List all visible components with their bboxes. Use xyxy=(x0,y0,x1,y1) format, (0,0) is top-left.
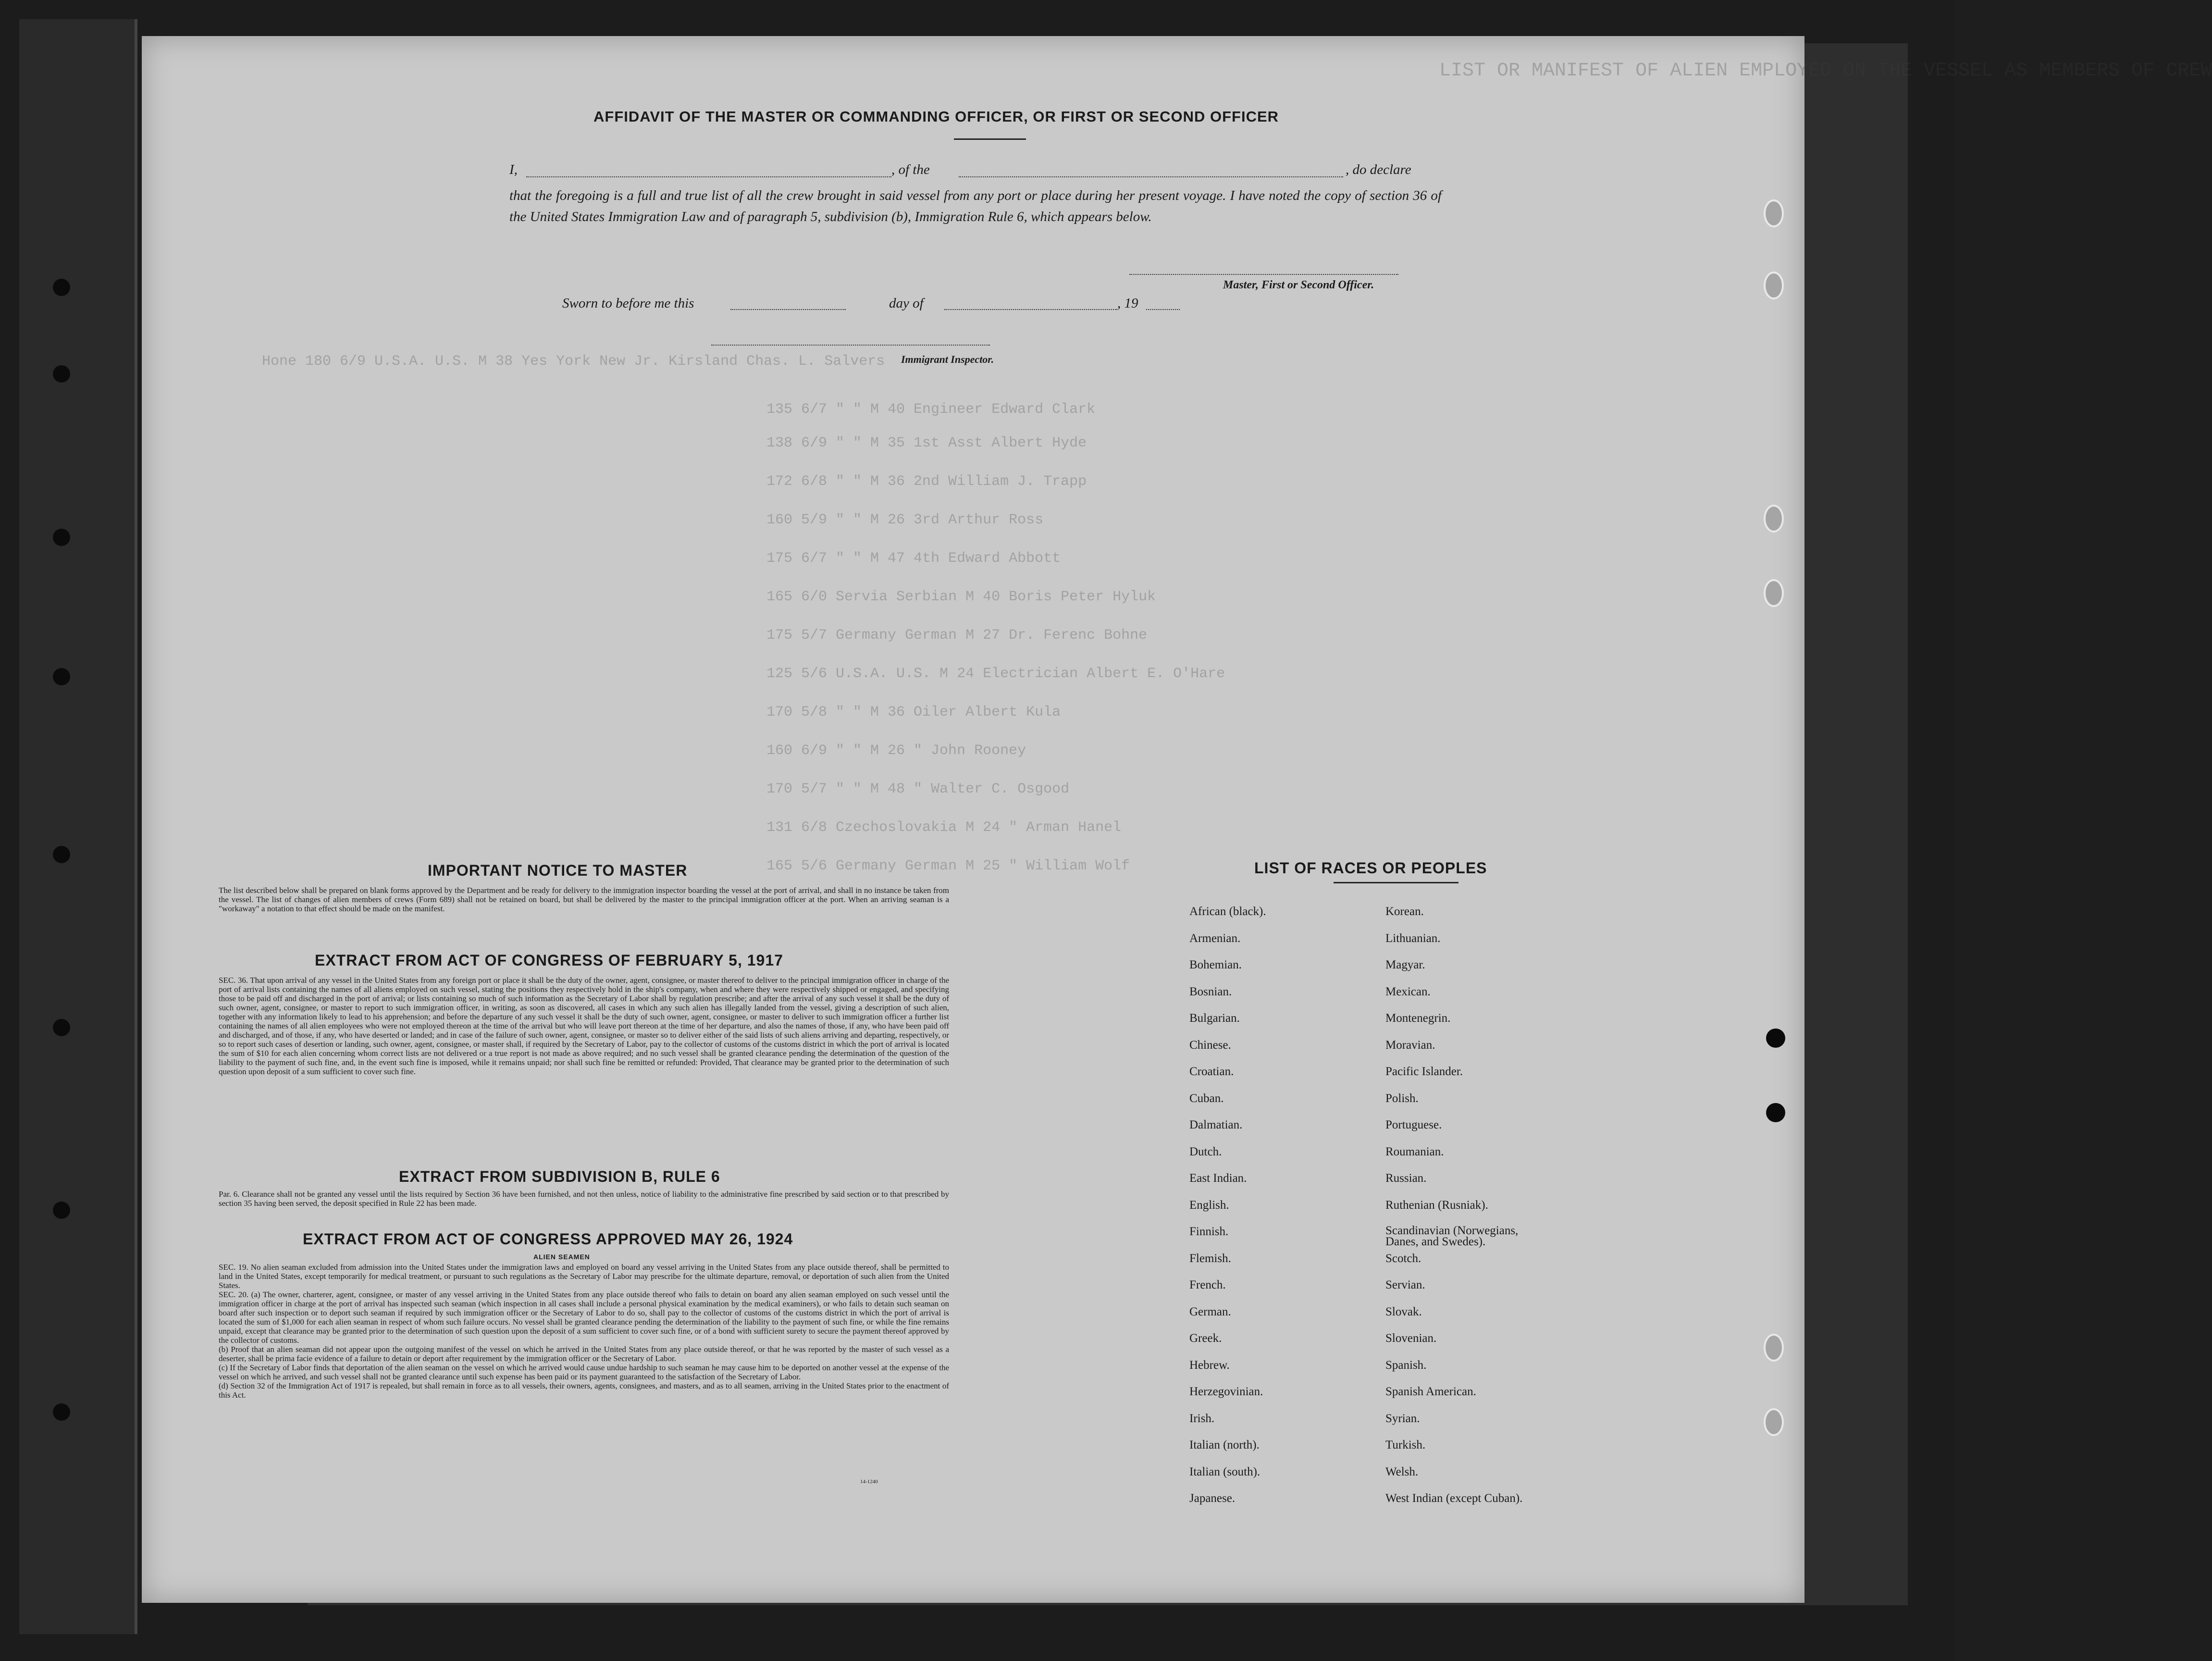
race-item: African (black). xyxy=(1189,905,1266,918)
race-item: Finnish. xyxy=(1189,1225,1229,1238)
race-item: Slovenian. xyxy=(1385,1332,1437,1345)
race-item: English. xyxy=(1189,1198,1229,1212)
master-caption: Master, First or Second Officer. xyxy=(1223,279,1374,291)
race-item: Ruthenian (Rusniak). xyxy=(1385,1198,1488,1212)
race-item: Spanish American. xyxy=(1385,1385,1476,1398)
race-item: Italian (south). xyxy=(1189,1465,1260,1478)
extract-1917-title: EXTRACT FROM ACT OF CONGRESS OF FEBRUARY 5, 1917 xyxy=(315,952,783,969)
binder-ring xyxy=(1764,1408,1784,1436)
punch-hole xyxy=(53,1202,70,1219)
punch-hole xyxy=(53,846,70,863)
month-line xyxy=(944,309,1117,310)
bleed-through-row: 138 6/9 " " M 35 1st Asst Albert Hyde xyxy=(766,435,1087,451)
year-line xyxy=(1146,309,1180,310)
notice-title: IMPORTANT NOTICE TO MASTER xyxy=(428,862,688,879)
race-item: West Indian (except Cuban). xyxy=(1385,1492,1523,1505)
binder-ring xyxy=(1764,1334,1784,1362)
bleed-through-row: 175 5/7 Germany German M 27 Dr. Ferenc Bohne xyxy=(766,627,1148,644)
race-item: Irish. xyxy=(1189,1412,1215,1425)
race-item: Japanese. xyxy=(1189,1492,1236,1505)
bleed-through-row: 125 5/6 U.S.A. U.S. M 24 Electrician Albert E. O'Hare xyxy=(766,666,1225,682)
do-declare-label: , do declare xyxy=(1346,162,1411,177)
punch-hole xyxy=(53,1019,70,1036)
race-item: Turkish. xyxy=(1385,1438,1426,1451)
race-item: Bulgarian. xyxy=(1189,1012,1240,1025)
bleed-through-row: Hone 180 6/9 U.S.A. U.S. M 38 Yes York New Jr. Kirsland Chas. L. Salvers xyxy=(262,353,885,370)
year-label: , 19 xyxy=(1117,296,1138,311)
race-item: Montenegrin. xyxy=(1385,1012,1451,1025)
extract-1924-title: EXTRACT FROM ACT OF CONGRESS APPROVED MAY 26, 1924 xyxy=(303,1230,793,1248)
notice-text: The list described below shall be prepared on blank forms approved by the Department and be ready for delivery to the immigration inspector boarding the vessel at the port of arrival, and shall in no instance be taken from the vessel. The list of changes of alien members of crews (Form 689) shall not be retained on board, but shall be delivered by the master to the principal immigration officer at the port. When an arriving seaman is a "workaway" a notation to that effect should be made on the manifest. xyxy=(219,886,949,913)
race-item: Chinese. xyxy=(1189,1038,1231,1052)
race-item: Croatian. xyxy=(1189,1065,1234,1078)
subdivision-text: Par. 6. Clearance shall not be granted any vessel until the lists required by Section 36 have been furnished, and not then unless, notice of liability to the administrative fine prescribed by said section or to that prescribed by section 35 having been served, the deposit specified in Rule 22 has been made. xyxy=(219,1190,949,1208)
extract-1917-text: SEC. 36. That upon arrival of any vessel in the United States from any foreign port or place it shall be the duty of the owner, agent, consignee, or master thereof to deliver to the principal immigration officer in charge of the port of arrival lists containing the names of all aliens employed on such vessel, stating the positions they respectively hold in the ship's company, when and where they were respectively shipped or engaged, and specifying those to be paid off and discharged in the port of arrival; or lists containing so much of such information as the Secretary of Labor shall by regulation prescribe; and after the arrival of any such vessel it shall be the duty of such owner, agent, consignee, or master to report to such immigration officer, in writing, as soon as discovered, all cases in which any such alien has illegally landed from the vessel, giving a description of such alien, together with any information likely to lead to his apprehension; and before the departure of any such vessel it shall be the duty of such owner, agent, consignee, or master to deliver to such immigration officer a further list containing the names of all alien employees who were not employed thereon at the time of the arrival but who will leave port thereon at the time of her departure, and also the names of those, if any, who have been paid off and discharged, and of those, if any, who have deserted or landed; and in case of the failure of such owner, agent, consignee, or master so to deliver either of the said lists of such aliens arriving and departing, respectively, or so to report such cases of desertion or landing, such owner, agent, consignee, or master shall, if required by the Secretary of Labor, pay to the collector of customs of the customs district in which the port of arrival is located the sum of $10 for each alien concerning whom correct lists are not delivered or a true report is not made as above required; and no such vessel shall be granted clearance pending the determination of the question of the liability to the payment of such fine, and, in the event such fine is imposed, while it remains unpaid; nor shall such fine be remitted or refunded: Provided, That clearance may be granted prior to the determination of such question upon deposit of a sum sufficient to cover such fine. xyxy=(219,976,949,1076)
race-item: Italian (north). xyxy=(1189,1438,1260,1451)
bleed-through-row: 172 6/8 " " M 36 2nd William J. Trapp xyxy=(766,473,1087,490)
races-title: LIST OF RACES OR PEOPLES xyxy=(1254,859,1487,877)
sworn-label: Sworn to before me this xyxy=(562,296,694,311)
race-item: Lithuanian. xyxy=(1385,931,1441,945)
race-item: Dalmatian. xyxy=(1189,1118,1243,1131)
declarant-name-line xyxy=(526,176,891,177)
race-item: Korean. xyxy=(1385,905,1424,918)
bleed-through-row: 160 6/9 " " M 26 " John Rooney xyxy=(766,743,1026,759)
race-item: Bohemian. xyxy=(1189,958,1242,971)
of-the-label: , of the xyxy=(891,162,930,177)
race-item: Russian. xyxy=(1385,1172,1427,1185)
alien-seamen-subtitle: ALIEN SEAMEN xyxy=(533,1253,590,1261)
title-underline xyxy=(954,138,1026,140)
race-item: German. xyxy=(1189,1305,1231,1318)
race-item: French. xyxy=(1189,1278,1226,1291)
race-item: Syrian. xyxy=(1385,1412,1420,1425)
race-item: Mexican. xyxy=(1385,985,1431,998)
bleed-through-row: 165 6/0 Servia Serbian M 40 Boris Peter Hyluk xyxy=(766,589,1156,605)
race-item: Slovak. xyxy=(1385,1305,1422,1318)
binder-ring xyxy=(1764,272,1784,299)
race-item: Cuban. xyxy=(1189,1091,1224,1105)
form-number: 14-1240 xyxy=(860,1479,878,1485)
race-item: East Indian. xyxy=(1189,1172,1247,1185)
bleed-through-row: 131 6/8 Czechoslovakia M 24 " Arman Hanel xyxy=(766,819,1122,836)
punch-hole xyxy=(53,668,70,685)
subdivision-title: EXTRACT FROM SUBDIVISION B, RULE 6 xyxy=(399,1168,720,1185)
sworn-day-line xyxy=(730,309,846,310)
race-item: Roumanian. xyxy=(1385,1145,1444,1158)
inspector-signature-line xyxy=(711,345,990,346)
master-signature-line xyxy=(1129,274,1398,275)
race-item: Scotch. xyxy=(1385,1252,1421,1265)
race-item: Herzegovinian. xyxy=(1189,1385,1263,1398)
affidavit-body: that the foregoing is a full and true list of all the crew brought in said vessel from any port or place during her present voyage. I have noted the copy of section 36 of the United States Immigration Law and of paragraph 5, subdivision (b), Immigration Rule 6, which appears below. xyxy=(509,188,1442,224)
binder-ring xyxy=(1764,505,1784,533)
document-page xyxy=(142,36,2212,1603)
race-item: Hebrew. xyxy=(1189,1358,1230,1372)
race-item: Welsh. xyxy=(1385,1465,1419,1478)
binder-ring xyxy=(1764,579,1784,607)
day-of-label: day of xyxy=(889,296,924,311)
binder-ring xyxy=(1764,199,1784,227)
bleed-through-header: LIST OR MANIFEST OF ALIEN EMPLOYED ON THE VESSEL AS MEMBERS OF CREW xyxy=(1439,60,2212,82)
bleed-through-row: 175 6/7 " " M 47 4th Edward Abbott xyxy=(766,550,1061,567)
race-item: Dutch. xyxy=(1189,1145,1222,1158)
bleed-through-row: 170 5/8 " " M 36 Oiler Albert Kula xyxy=(766,704,1061,720)
inspector-caption: Immigrant Inspector. xyxy=(901,353,994,365)
bleed-through-row: 170 5/7 " " M 48 " Walter C. Osgood xyxy=(766,781,1070,797)
extract-1924-text: SEC. 19. No alien seaman excluded from admission into the United States under the immigration laws and employed on board any vessel arriving in the United States from any place outside thereof, shall be permitted to land in the United States, except temporarily for medical treatment, or pursuant to such regulations as the Secretary of Labor may prescribe for the ultimate departure, removal, or deportation of such alien from the United States. SEC. 20. (a) The owner, charterer, agent, consignee, or master of any vessel arriving in the United States from any place outside thereof who fails to detain on board any alien seaman employed on such vessel until the immigration officer in charge at the port of arrival has inspected such seaman (which inspection in all cases shall include a personal physical examination by the medical examiners), or who fails to detain such seaman on board after such inspection or to deport such seaman if required by such immigration officer or the Secretary of Labor to do so, shall pay to the collector of customs of the customs district in which the port of arrival is located the sum of $1,000 for each alien seaman in respect of whom such failure occurs. No vessel shall be granted clearance pending the determination of the liability to the payment of such fine, or while the fine remains unpaid, except that clearance may be granted prior to the determination of such question upon the deposit of a sum sufficient to cover such fine, or of a bond with sufficient surety to secure the payment thereof approved by the collector of customs. (b) Proof that an alien seaman did not appear upon the outgoing manifest of the vessel on which he arrived in the United States from any place outside thereof, or that he was reported by the master of such vessel as a deserter, shall be prima facie evidence of a failure to detain or deport after requirement by the immigration officer or the Secretary of Labor. (c) If the Secretary of Labor finds that deportation of the alien seaman on the vessel on which he arrived would cause undue hardship to such seaman he may cause him to be deported on another vessel at the expense of the vessel on which he arrived, and such vessel shall not be granted clearance until such expense has been paid or its payment guaranteed to the satisfaction of the Secretary of Labor. (d) Section 32 of the Immigration Act of 1917 is repealed, but shall remain in force as to all vessels, their owners, agents, consignees, and masters, and as to all seamen, arriving in the United States prior to the enactment of this Act. xyxy=(219,1263,949,1400)
race-item: Flemish. xyxy=(1189,1252,1231,1265)
races-underline xyxy=(1334,882,1458,883)
bleed-through-row: 160 5/9 " " M 26 3rd Arthur Ross xyxy=(766,512,1044,528)
punch-dot xyxy=(1766,1029,1785,1048)
race-item: Polish. xyxy=(1385,1091,1419,1105)
race-item: Armenian. xyxy=(1189,931,1241,945)
punch-hole xyxy=(53,279,70,296)
race-item: Pacific Islander. xyxy=(1385,1065,1463,1078)
punch-hole xyxy=(53,529,70,546)
race-item: Magyar. xyxy=(1385,958,1425,971)
binding-strip xyxy=(19,19,137,1634)
race-item: Bosnian. xyxy=(1189,985,1232,998)
race-item: Spanish. xyxy=(1385,1358,1427,1372)
bleed-through-row: 165 5/6 Germany German M 25 " William Wolf xyxy=(766,858,1130,874)
punch-dot xyxy=(1766,1103,1785,1122)
race-item: Servian. xyxy=(1385,1278,1425,1291)
race-item: Portuguese. xyxy=(1385,1118,1442,1131)
race-item: Greek. xyxy=(1189,1332,1222,1345)
bleed-through-row: 135 6/7 " " M 40 Engineer Edward Clark xyxy=(766,401,1096,418)
race-item: Moravian. xyxy=(1385,1038,1435,1052)
punch-hole xyxy=(53,365,70,383)
race-item: Scandinavian (Norwegians, Danes, and Swedes). xyxy=(1385,1224,1519,1248)
declarant-label: I, xyxy=(509,162,518,177)
vessel-name-line xyxy=(959,176,1343,177)
punch-hole xyxy=(53,1403,70,1421)
affidavit-title: AFFIDAVIT OF THE MASTER OR COMMANDING OFFICER, OR FIRST OR SECOND OFFICER xyxy=(593,108,1279,125)
